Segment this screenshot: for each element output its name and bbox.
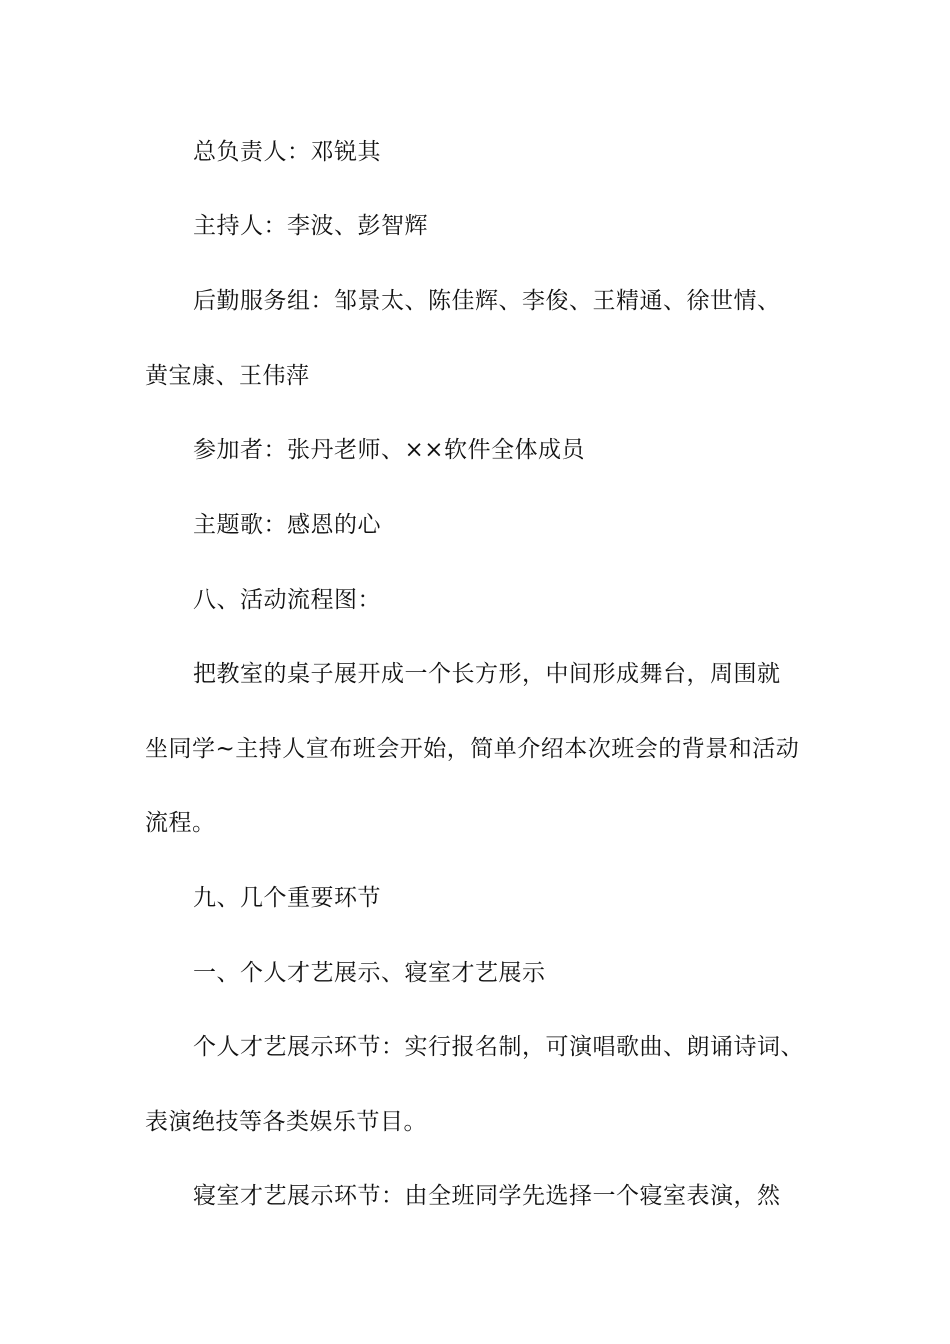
flow-paragraph-line-2: 坐同学~主持人宣布班会开始，简单介绍本次班会的背景和活动	[145, 736, 800, 762]
participants-line: 参加者：张丹老师、××软件全体成员	[193, 437, 586, 463]
individual-talent-line-2: 表演绝技等各类娱乐节目。	[145, 1109, 427, 1135]
dorm-talent-line-1: 寝室才艺展示环节：由全班同学先选择一个寝室表演，然	[193, 1183, 781, 1209]
logistics-line: 后勤服务组：邹景太、陈佳辉、李俊、王精通、徐世情、	[193, 288, 781, 314]
section-heading-key-segments: 九、几个重要环节	[193, 885, 381, 911]
theme-song-line: 主题歌：感恩的心	[193, 512, 381, 538]
subsection-heading-talent-show: 一、个人才艺展示、寝室才艺展示	[193, 960, 546, 986]
individual-talent-line-1: 个人才艺展示环节：实行报名制，可演唱歌曲、朗诵诗词、	[193, 1034, 804, 1060]
section-heading-flowchart: 八、活动流程图：	[193, 587, 381, 613]
logistics-line-continued: 黄宝康、王伟萍	[145, 363, 310, 389]
flow-paragraph-line-1: 把教室的桌子展开成一个长方形，中间形成舞台，周围就	[193, 661, 781, 687]
host-line: 主持人：李波、彭智辉	[193, 213, 428, 239]
flow-paragraph-line-3: 流程。	[145, 810, 216, 836]
leader-line: 总负责人：邓锐其	[193, 139, 381, 165]
